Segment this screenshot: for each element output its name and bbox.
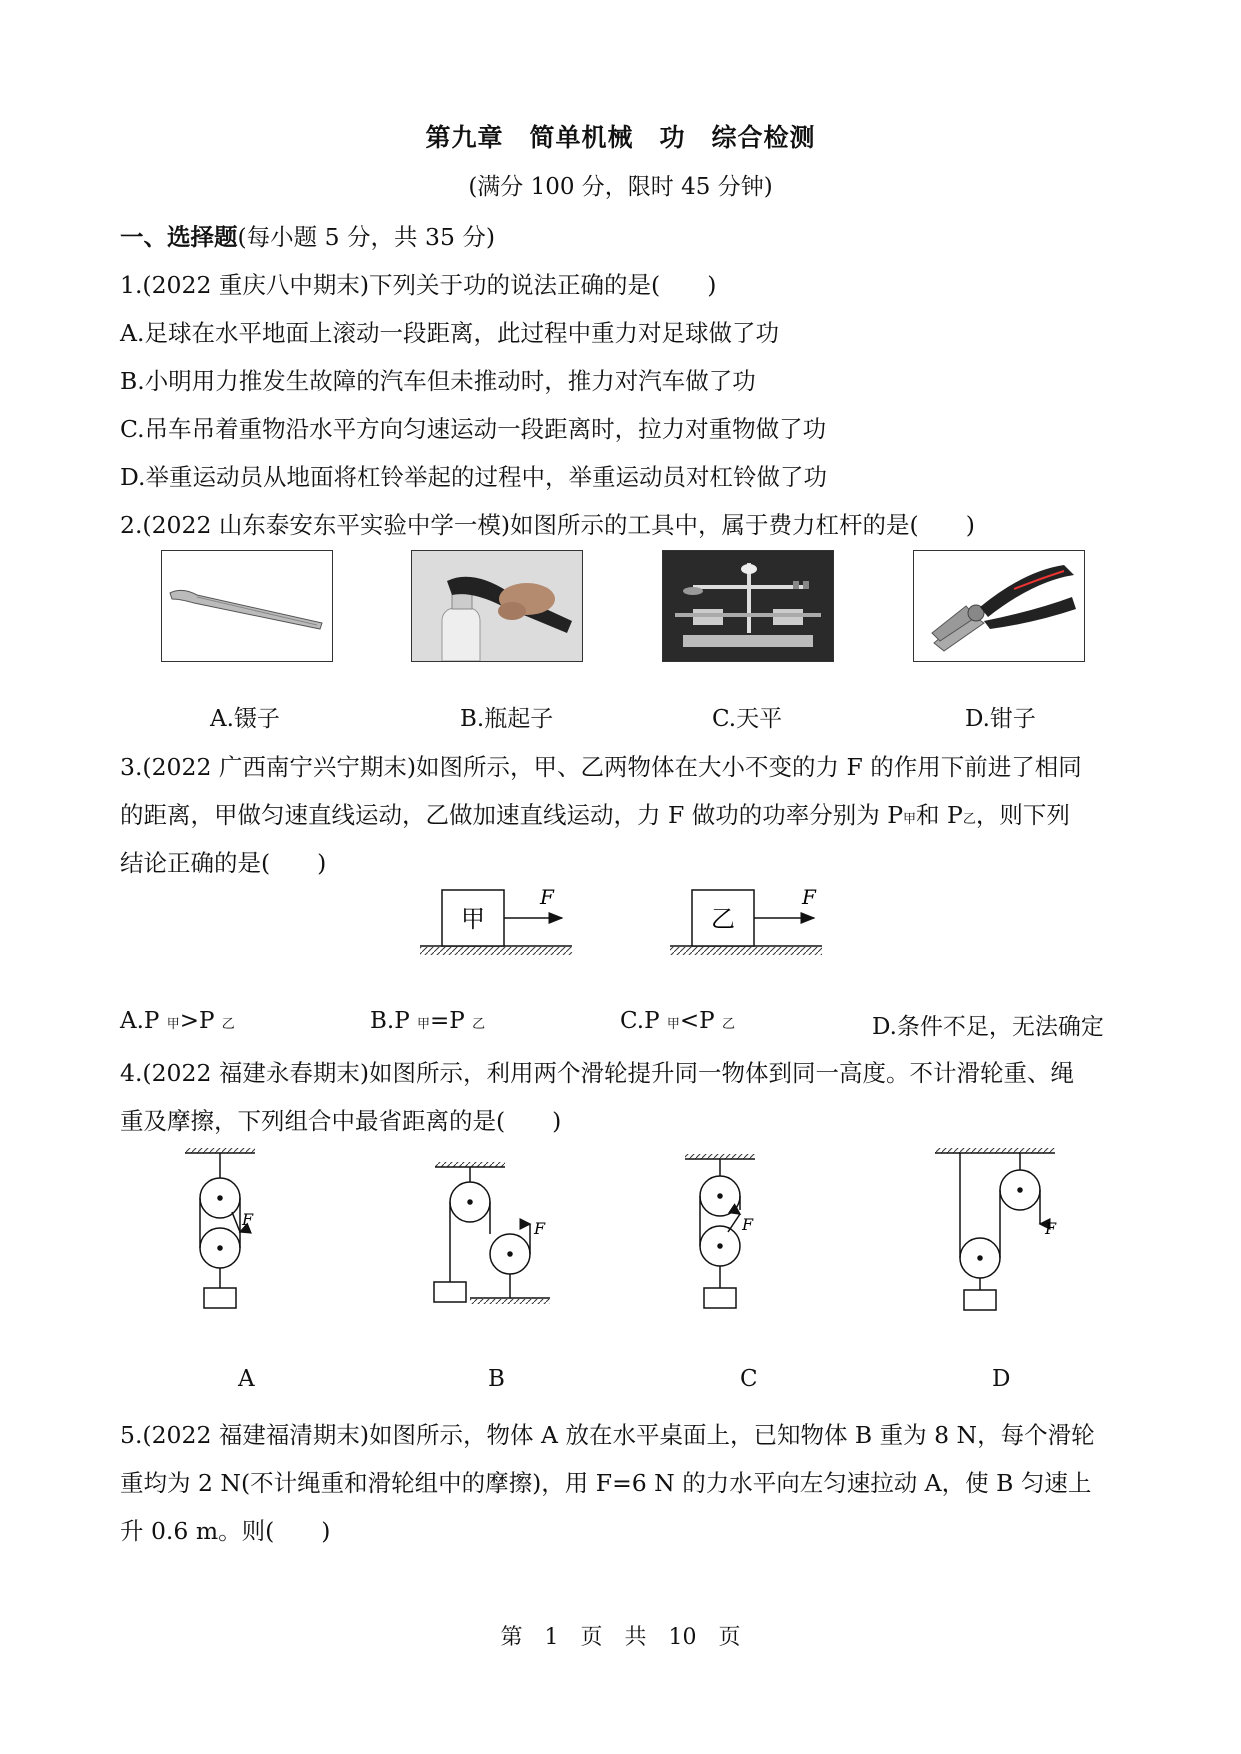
q1-option-c: C.吊车吊着重物沿水平方向匀速运动一段距离时，拉力对重物做了功 xyxy=(120,415,827,443)
q3-option-b-sub1: 甲 xyxy=(417,1017,431,1032)
page-footer: 第 1 页 共 10 页 xyxy=(500,1625,741,1650)
pulley-b-force: F xyxy=(534,1219,546,1238)
q3-stem-line3: 结论正确的是( ) xyxy=(120,849,327,877)
balance-scale-image xyxy=(662,550,834,662)
q3-option-b-pre: B.P xyxy=(370,1008,417,1034)
q1-stem: 1.(2022 重庆八中期末)下列关于功的说法正确的是( ) xyxy=(120,271,717,299)
pulley-figure-d xyxy=(935,1148,1055,1310)
q3-stem-line1: 3.(2022 广西南宁兴宁期末)如图所示，甲、乙两物体在大小不变的力 F 的作用下前进了相同 xyxy=(120,753,1082,781)
q1-option-a: A.足球在水平地面上滚动一段距离，此过程中重力对足球做了功 xyxy=(120,319,779,347)
q2-caption-c: C.天平 xyxy=(712,706,783,732)
q1-option-b: B.小明用力推发生故障的汽车但未推动时，推力对汽车做了功 xyxy=(120,367,756,395)
q3-option-a-pre: A.P xyxy=(120,1008,167,1034)
bottle-opener-image xyxy=(411,550,583,662)
q3-option-c-pre: C.P xyxy=(620,1008,667,1034)
q3-option-c xyxy=(620,1008,735,1034)
pulley-figure-b xyxy=(434,1162,550,1304)
q4-stem-line2: 重及摩擦，下列组合中最省距离的是( ) xyxy=(120,1107,562,1135)
q3-option-c-mid: <P xyxy=(679,1008,722,1034)
q4-label-b: B xyxy=(488,1366,505,1392)
q4-label-d: D xyxy=(992,1366,1011,1392)
q3-option-d: D.条件不足，无法确定 xyxy=(872,1014,1104,1040)
q5-stem-line2: 重均为 2 N(不计绳重和滑轮组中的摩擦)，用 F=6 N 的力水平向左匀速拉动 A，使 B 匀速上 xyxy=(120,1469,1092,1497)
q5-stem-line3: 升 0.6 m。则( ) xyxy=(120,1517,331,1545)
q3-option-b-mid: =P xyxy=(430,1008,473,1034)
q3-sub-yi: 乙 xyxy=(962,812,976,827)
pliers-image xyxy=(913,550,1085,662)
block-jia-group xyxy=(420,885,572,955)
q3-option-a-sub1: 甲 xyxy=(166,1017,180,1032)
section-label: 一、选择题 xyxy=(120,223,238,251)
q4-label-a: A xyxy=(238,1366,255,1392)
force-yi-label: F xyxy=(802,885,816,909)
section-note: (每小题 5 分，共 35 分) xyxy=(237,223,496,251)
q4-pulley-figures xyxy=(120,1140,1120,1330)
page-subtitle: (满分 100 分，限时 45 分钟) xyxy=(468,174,773,200)
q3-stem-line2-text: 的距离，甲做匀速直线运动，乙做加速直线运动，力 F 做功的功率分别为 P xyxy=(120,801,904,829)
section-heading xyxy=(120,218,1130,252)
q4-label-c: C xyxy=(740,1366,758,1392)
block-yi-label: 乙 xyxy=(711,905,735,933)
q3-option-c-sub1: 甲 xyxy=(666,1017,680,1032)
q2-caption-d: D.钳子 xyxy=(965,706,1036,732)
q2-caption-b: B.瓶起子 xyxy=(460,706,554,732)
block-jia-label: 甲 xyxy=(461,905,485,933)
tweezers-image xyxy=(161,550,333,662)
q3-option-a xyxy=(120,1008,235,1034)
q3-option-b-sub2: 乙 xyxy=(472,1017,486,1032)
q3-option-c-sub2: 乙 xyxy=(721,1017,735,1032)
pulley-d-force: F xyxy=(1045,1219,1057,1238)
q2-stem: 2.(2022 山东泰安东平实验中学一模)如图所示的工具中，属于费力杠杆的是( ) xyxy=(120,511,975,539)
q3-stem-line2 xyxy=(120,796,1130,830)
pulley-a-force: F xyxy=(242,1210,254,1229)
q3-sub-jia: 甲 xyxy=(903,812,917,827)
q1-option-d: D.举重运动员从地面将杠铃举起的过程中，举重运动员对杠铃做了功 xyxy=(120,463,827,491)
q3-blocks-figure xyxy=(410,880,830,962)
q5-stem-line1: 5.(2022 福建福清期末)如图所示，物体 A 放在水平桌面上，已知物体 B 重为 8 N，每个滑轮 xyxy=(120,1421,1095,1449)
page-title: 第九章 简单机械 功 综合检测 xyxy=(425,123,816,152)
q3-stem-line2-mid: 和 P xyxy=(916,801,963,829)
q3-option-b xyxy=(370,1008,485,1034)
q3-option-a-sub2: 乙 xyxy=(221,1017,235,1032)
q2-caption-a: A.镊子 xyxy=(210,706,280,732)
q3-stem-line2-end: ，则下列 xyxy=(975,801,1070,829)
force-jia-label: F xyxy=(540,885,554,909)
q4-stem-line1: 4.(2022 福建永春期末)如图所示，利用两个滑轮提升同一物体到同一高度。不计滑轮重、绳 xyxy=(120,1059,1075,1087)
pulley-c-force: F xyxy=(742,1215,754,1234)
q3-option-a-mid: >P xyxy=(179,1008,222,1034)
block-yi-group xyxy=(670,885,822,955)
